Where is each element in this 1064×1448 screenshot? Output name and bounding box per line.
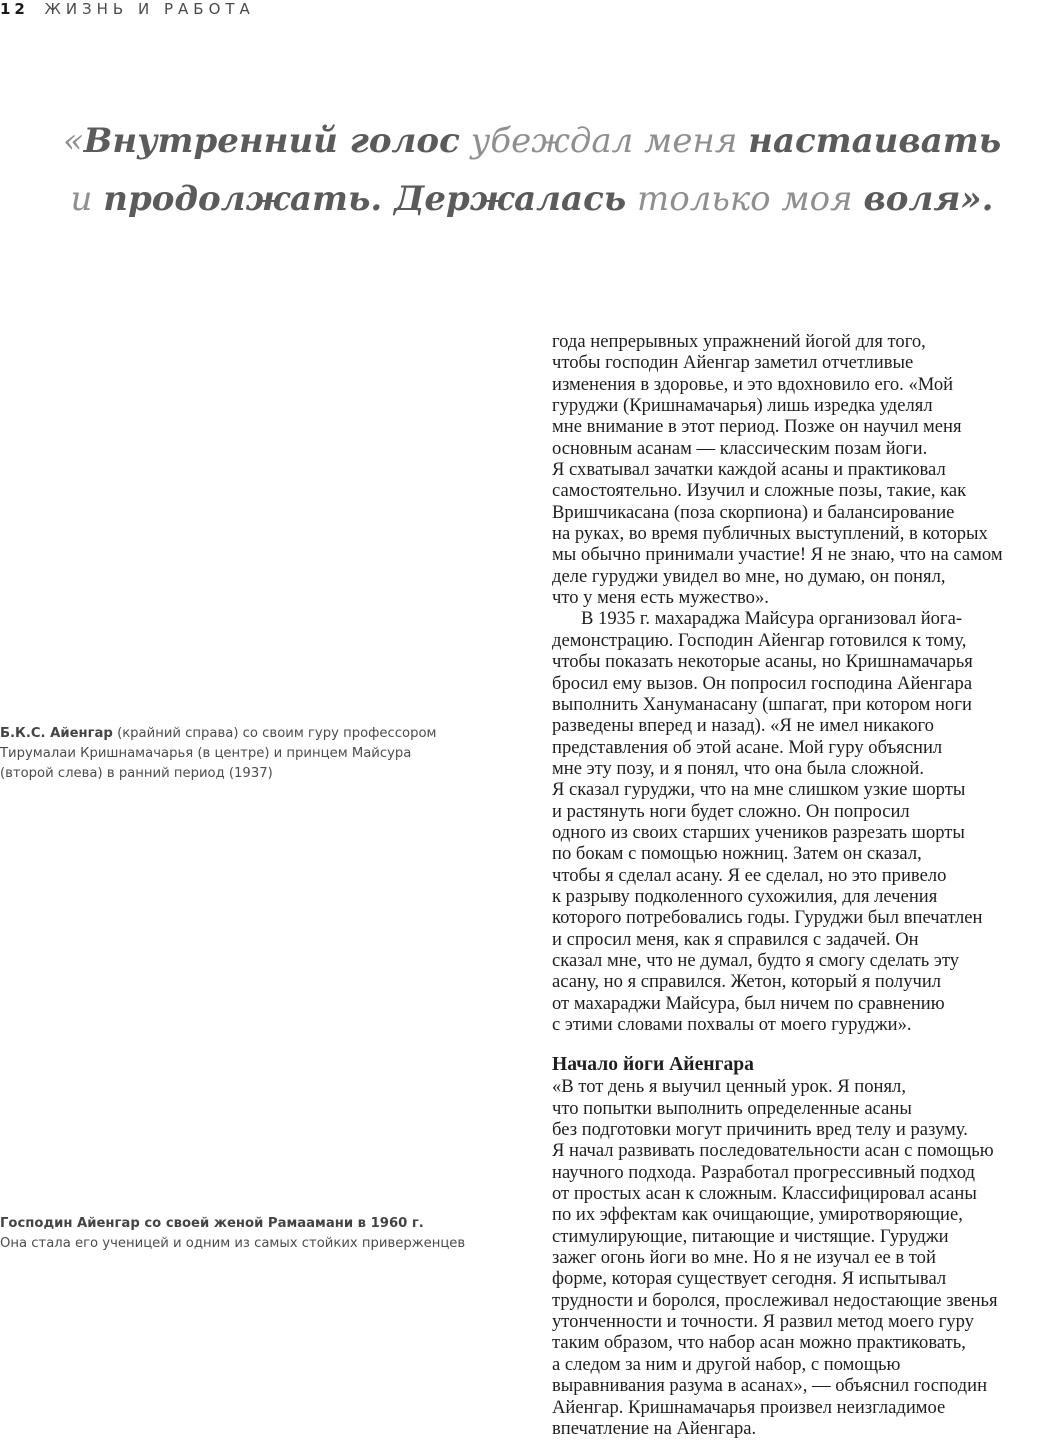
text-line: от махараджи Майсура, был ничем по сравнению bbox=[552, 992, 945, 1014]
text-line: В 1935 г. махараджа Майсура организовал йога- bbox=[581, 608, 963, 630]
caption-name: Б.К.С. Айенгар bbox=[0, 726, 113, 741]
paragraph-2 bbox=[552, 608, 1062, 1035]
paragraph-1 bbox=[552, 331, 1062, 608]
text-line: одного из своих старших учеников разрезать шорты bbox=[552, 821, 965, 843]
text-line: и спросил меня, как я справился с задачей. Он bbox=[552, 928, 919, 950]
caption-text: (крайний справа) со своим гуру профессором bbox=[112, 726, 437, 741]
quote-emphasis-inner-voice: Внутренний голос bbox=[83, 121, 460, 161]
text-line: мне внимание в этот период. Позже он научил меня bbox=[552, 416, 962, 438]
text-line: чтобы господин Айенгар заметил отчетливые bbox=[552, 352, 914, 374]
caption-line: (второй слева) в ранний период (1937) bbox=[0, 766, 273, 781]
text-line: а следом за ним и другой набор, с помощью bbox=[552, 1353, 901, 1375]
text-line: от простых асан к сложным. Классифицировал асаны bbox=[552, 1183, 977, 1205]
text-line: без подготовки могут причинить вред телу и разуму. bbox=[552, 1119, 968, 1141]
pull-quote bbox=[40, 112, 1024, 228]
caption-line bbox=[0, 724, 520, 744]
pull-quote-line-1 bbox=[40, 112, 1024, 170]
text-line: сказал мне, что не думал, будто я смогу сделать эту bbox=[552, 949, 960, 971]
quote-text: только моя bbox=[626, 179, 864, 219]
text-line: впечатление на Айенгара. bbox=[552, 1417, 757, 1439]
text-line: к разрыву подколенного сухожилия, для лечения bbox=[552, 885, 938, 907]
text-line: Я начал развивать последовательности асан с помощью bbox=[552, 1140, 994, 1162]
paragraph-3 bbox=[552, 1076, 1062, 1439]
text-line: таким образом, что набор асан можно практиковать, bbox=[552, 1332, 966, 1354]
text-line: представления об этой асане. Мой гуру объяснил bbox=[552, 736, 943, 758]
text-line: чтобы показать некоторые асаны, но Кришнамачарья bbox=[552, 651, 973, 673]
text-line: Айенгар. Кришнамачарья произвел неизгладимое bbox=[552, 1396, 946, 1418]
running-head bbox=[0, 0, 255, 20]
caption-line: Тирумалаи Кришнамачарья (в центре) и принцем Майсура bbox=[0, 746, 412, 761]
text-line: что у меня есть мужество». bbox=[552, 587, 769, 609]
text-line: Я схватывал зачатки каждой асаны и практиковал bbox=[552, 459, 946, 481]
text-line: основным асанам — классическим позам йоги. bbox=[552, 437, 928, 459]
text-line: стимулирующие, питающие и чистящие. Гуруджи bbox=[552, 1225, 949, 1247]
quote-open-mark: « bbox=[62, 121, 84, 161]
text-line: изменения в здоровье, и это вдохновило его. «Мой bbox=[552, 373, 954, 395]
section-subheading: Начало йоги Айенгара bbox=[552, 1054, 754, 1076]
pull-quote-line-2 bbox=[40, 170, 1024, 228]
quote-emphasis-insist: настаивать bbox=[748, 121, 1002, 161]
text-line: мы обычно принимали участие! Я не знаю, что на самом bbox=[552, 544, 1003, 566]
text-line: разведены вперед и назад). «Я не имел никакого bbox=[552, 715, 934, 737]
photo-caption-1 bbox=[0, 724, 520, 784]
text-line: года непрерывных упражнений йогой для того, bbox=[552, 331, 926, 352]
text-line: выравнивания разума в асанах», — объяснил господин bbox=[552, 1375, 988, 1397]
text-line: на руках, во время публичных выступлений, в которых bbox=[552, 523, 988, 545]
text-line: самостоятельно. Изучил и сложные позы, такие, как bbox=[552, 480, 967, 502]
quote-emphasis-will: воля». bbox=[863, 179, 994, 219]
text-line: Я сказал гуруджи, что на мне слишком узкие шорты bbox=[552, 779, 966, 801]
text-line: форме, которая существует сегодня. Я испытывал bbox=[552, 1268, 947, 1290]
text-line: что попытки выполнить определенные асаны bbox=[552, 1097, 912, 1119]
photo-caption-2 bbox=[0, 1214, 520, 1254]
text-line: бросил ему вызов. Он попросил господина Айенгара bbox=[552, 672, 973, 694]
text-line: «В тот день я выучил ценный урок. Я понял, bbox=[552, 1076, 906, 1098]
text-line: мне эту позу, и я понял, что она была сложной. bbox=[552, 757, 925, 779]
text-line: по бокам с помощью ножниц. Затем он сказал, bbox=[552, 843, 922, 865]
text-line: по их эффектам как очищающие, умиротворяющие, bbox=[552, 1204, 963, 1226]
body-text-column bbox=[552, 331, 1062, 1439]
text-line: утонченности и точности. Я развил метод моего гуру bbox=[552, 1311, 974, 1333]
text-line: выполнить Хануманасану (шпагат, при котором ноги bbox=[552, 693, 972, 715]
text-line: деле гуруджи увидел во мне, но думаю, он понял, bbox=[552, 565, 946, 587]
section-title: ЖИЗНЬ И РАБОТА bbox=[44, 0, 255, 18]
text-line: которого потребовались годы. Гуруджи был впечатлен bbox=[552, 907, 983, 929]
text-line: и растянуть ноги будет сложно. Он попросил bbox=[552, 800, 910, 822]
text-line: гуруджи (Кришнамачарья) лишь изредка уделял bbox=[552, 395, 933, 417]
text-line: Вришчикасана (поза скорпиона) и балансирование bbox=[552, 501, 955, 523]
text-line: асану, но я справился. Жетон, который я получил bbox=[552, 971, 942, 993]
text-line: научного подхода. Разработал прогрессивный подход bbox=[552, 1161, 975, 1183]
text-line: чтобы я сделал асану. Я ее сделал, но это привело bbox=[552, 864, 947, 886]
text-line: с этими словами похвалы от моего гуруджи». bbox=[552, 1014, 912, 1035]
text-line: зажег огонь йоги во мне. Но я не изучал ее в той bbox=[552, 1247, 936, 1269]
caption-title: Господин Айенгар со своей женой Рамаамани в 1960 г. bbox=[0, 1216, 424, 1231]
page-number: 12 bbox=[0, 0, 29, 18]
text-line: трудности и боролся, прослеживал недостающие звенья bbox=[552, 1289, 998, 1311]
quote-text: убеждал меня bbox=[459, 121, 749, 161]
text-line: демонстрацию. Господин Айенгар готовился к тому, bbox=[552, 629, 967, 651]
quote-text: и bbox=[70, 179, 104, 219]
quote-emphasis-continue: продолжать. Держалась bbox=[103, 179, 627, 219]
caption-text: Она стала его ученицей и одним из самых стойких приверженцев bbox=[0, 1236, 466, 1251]
